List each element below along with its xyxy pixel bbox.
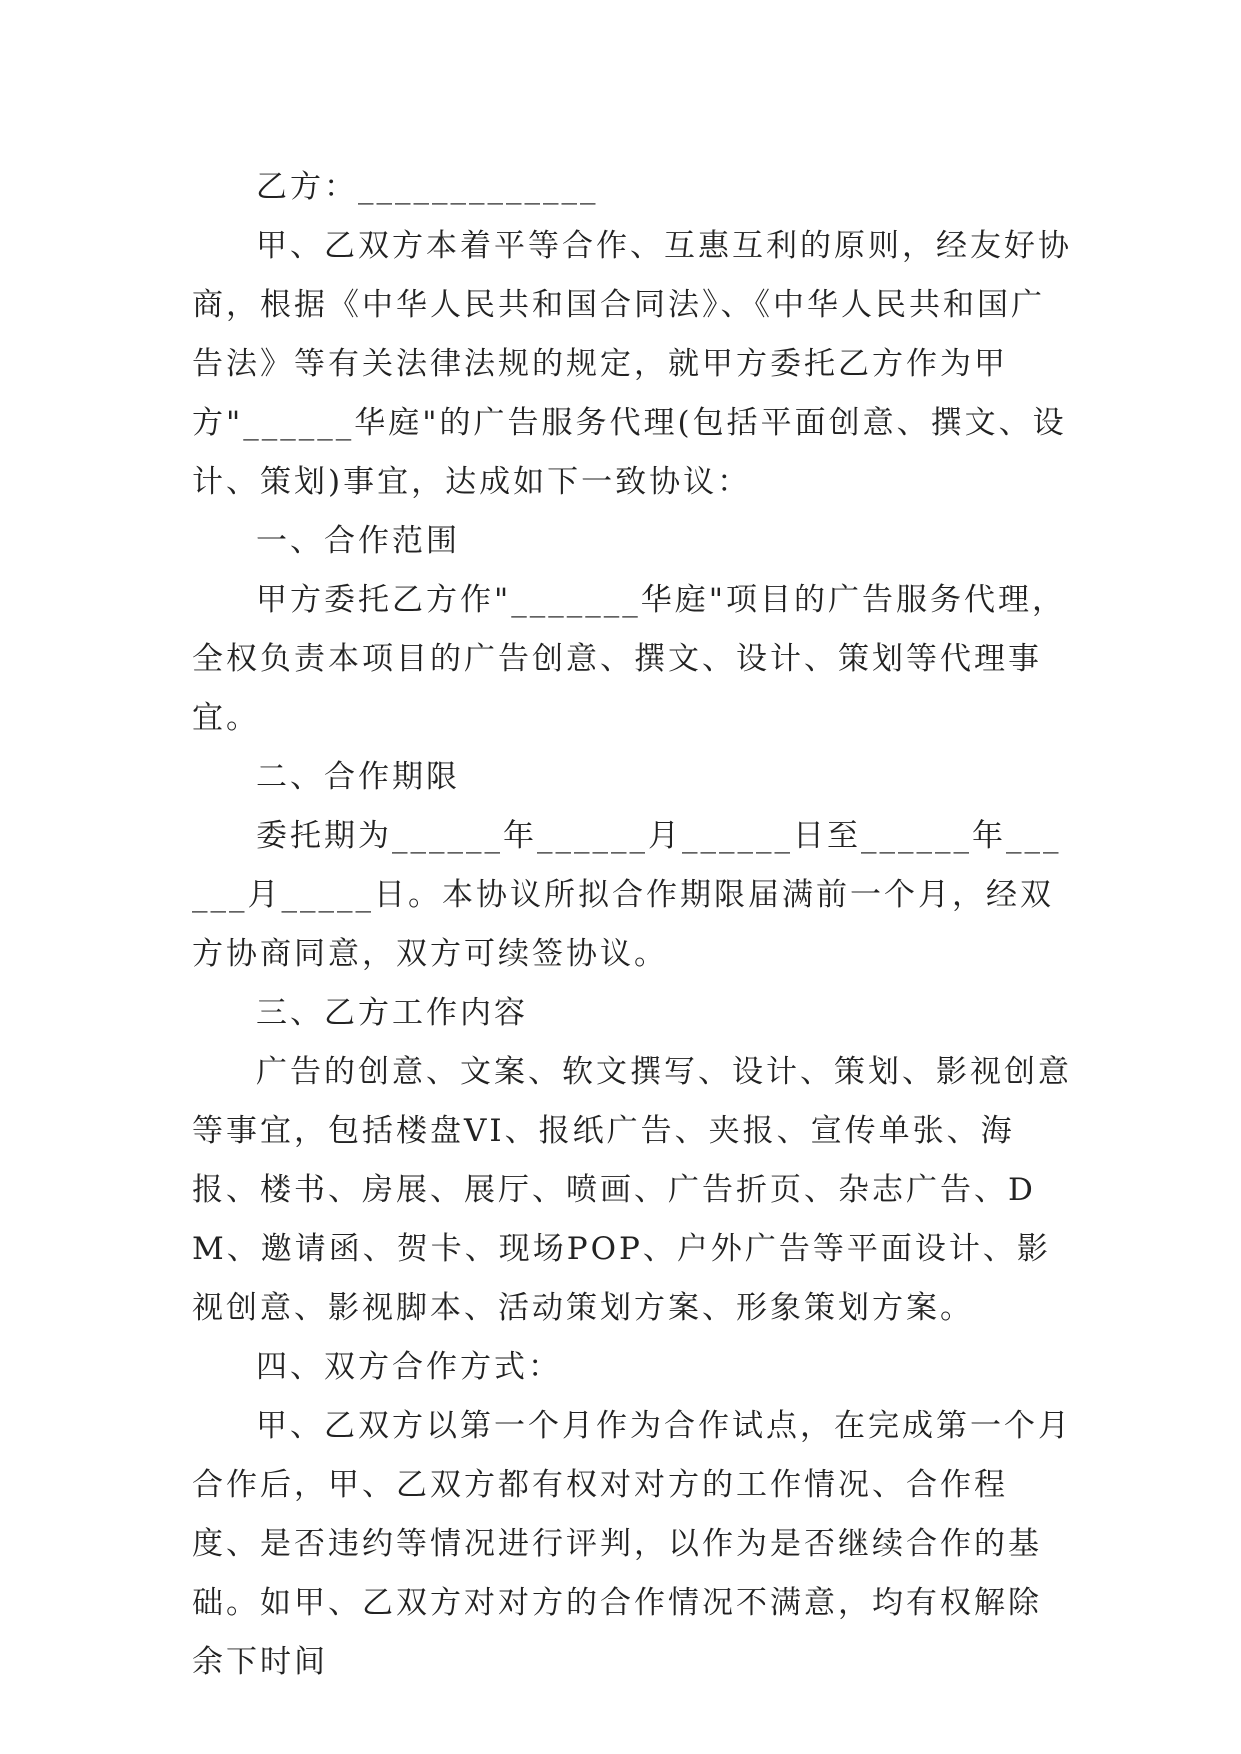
method-paragraph: 甲、乙双方以第一个月作为合作试点，在完成第一个月合作后，甲、乙双方都有权对对方的工作情况、合作程度、是否违约等情况进行评判，以作为是否继续合作的基础。如甲、乙双方对对方的合作情况不满意，均有权解除余下时间 bbox=[192, 1408, 1072, 1680]
work-paragraph: 广告的创意、文案、软文撰写、设计、策划、影视创意等事宜，包括楼盘VI、报纸广告、夹报、宣传单张、海报、楼书、房展、展厅、喷画、广告折页、杂志广告、DM、邀请函、贺卡、现场POP、户外广告等平面设计、影视创意、影视脚本、活动策划方案、形象策划方案。 bbox=[192, 1054, 1072, 1326]
party-b-line: 乙方：_____________ bbox=[256, 169, 599, 205]
section-heading-scope: 一、合作范围 bbox=[256, 523, 460, 559]
term-paragraph: 委托期为______年______月______日至______年______月_____日。本协议所拟合作期限届满前一个月，经双方协商同意，双方可续签协议。 bbox=[192, 818, 1062, 972]
section-heading-work: 三、乙方工作内容 bbox=[256, 995, 528, 1031]
intro-paragraph: 甲、乙双方本着平等合作、互惠互利的原则，经友好协商，根据《中华人民共和国合同法》、《中华人民共和国广告法》等有关法律法规的规定，就甲方委托乙方作为甲方"______华庭"的广告服务代理(包括平面创意、撰文、设计、策划)事宜，达成如下一致协议： bbox=[192, 228, 1072, 500]
document-body bbox=[192, 158, 1072, 1692]
section-heading-method: 四、双方合作方式： bbox=[256, 1349, 562, 1385]
scope-paragraph: 甲方委托乙方作"_______华庭"项目的广告服务代理，全权负责本项目的广告创意、撰文、设计、策划等代理事宜。 bbox=[192, 582, 1067, 736]
section-heading-term: 二、合作期限 bbox=[256, 759, 460, 795]
